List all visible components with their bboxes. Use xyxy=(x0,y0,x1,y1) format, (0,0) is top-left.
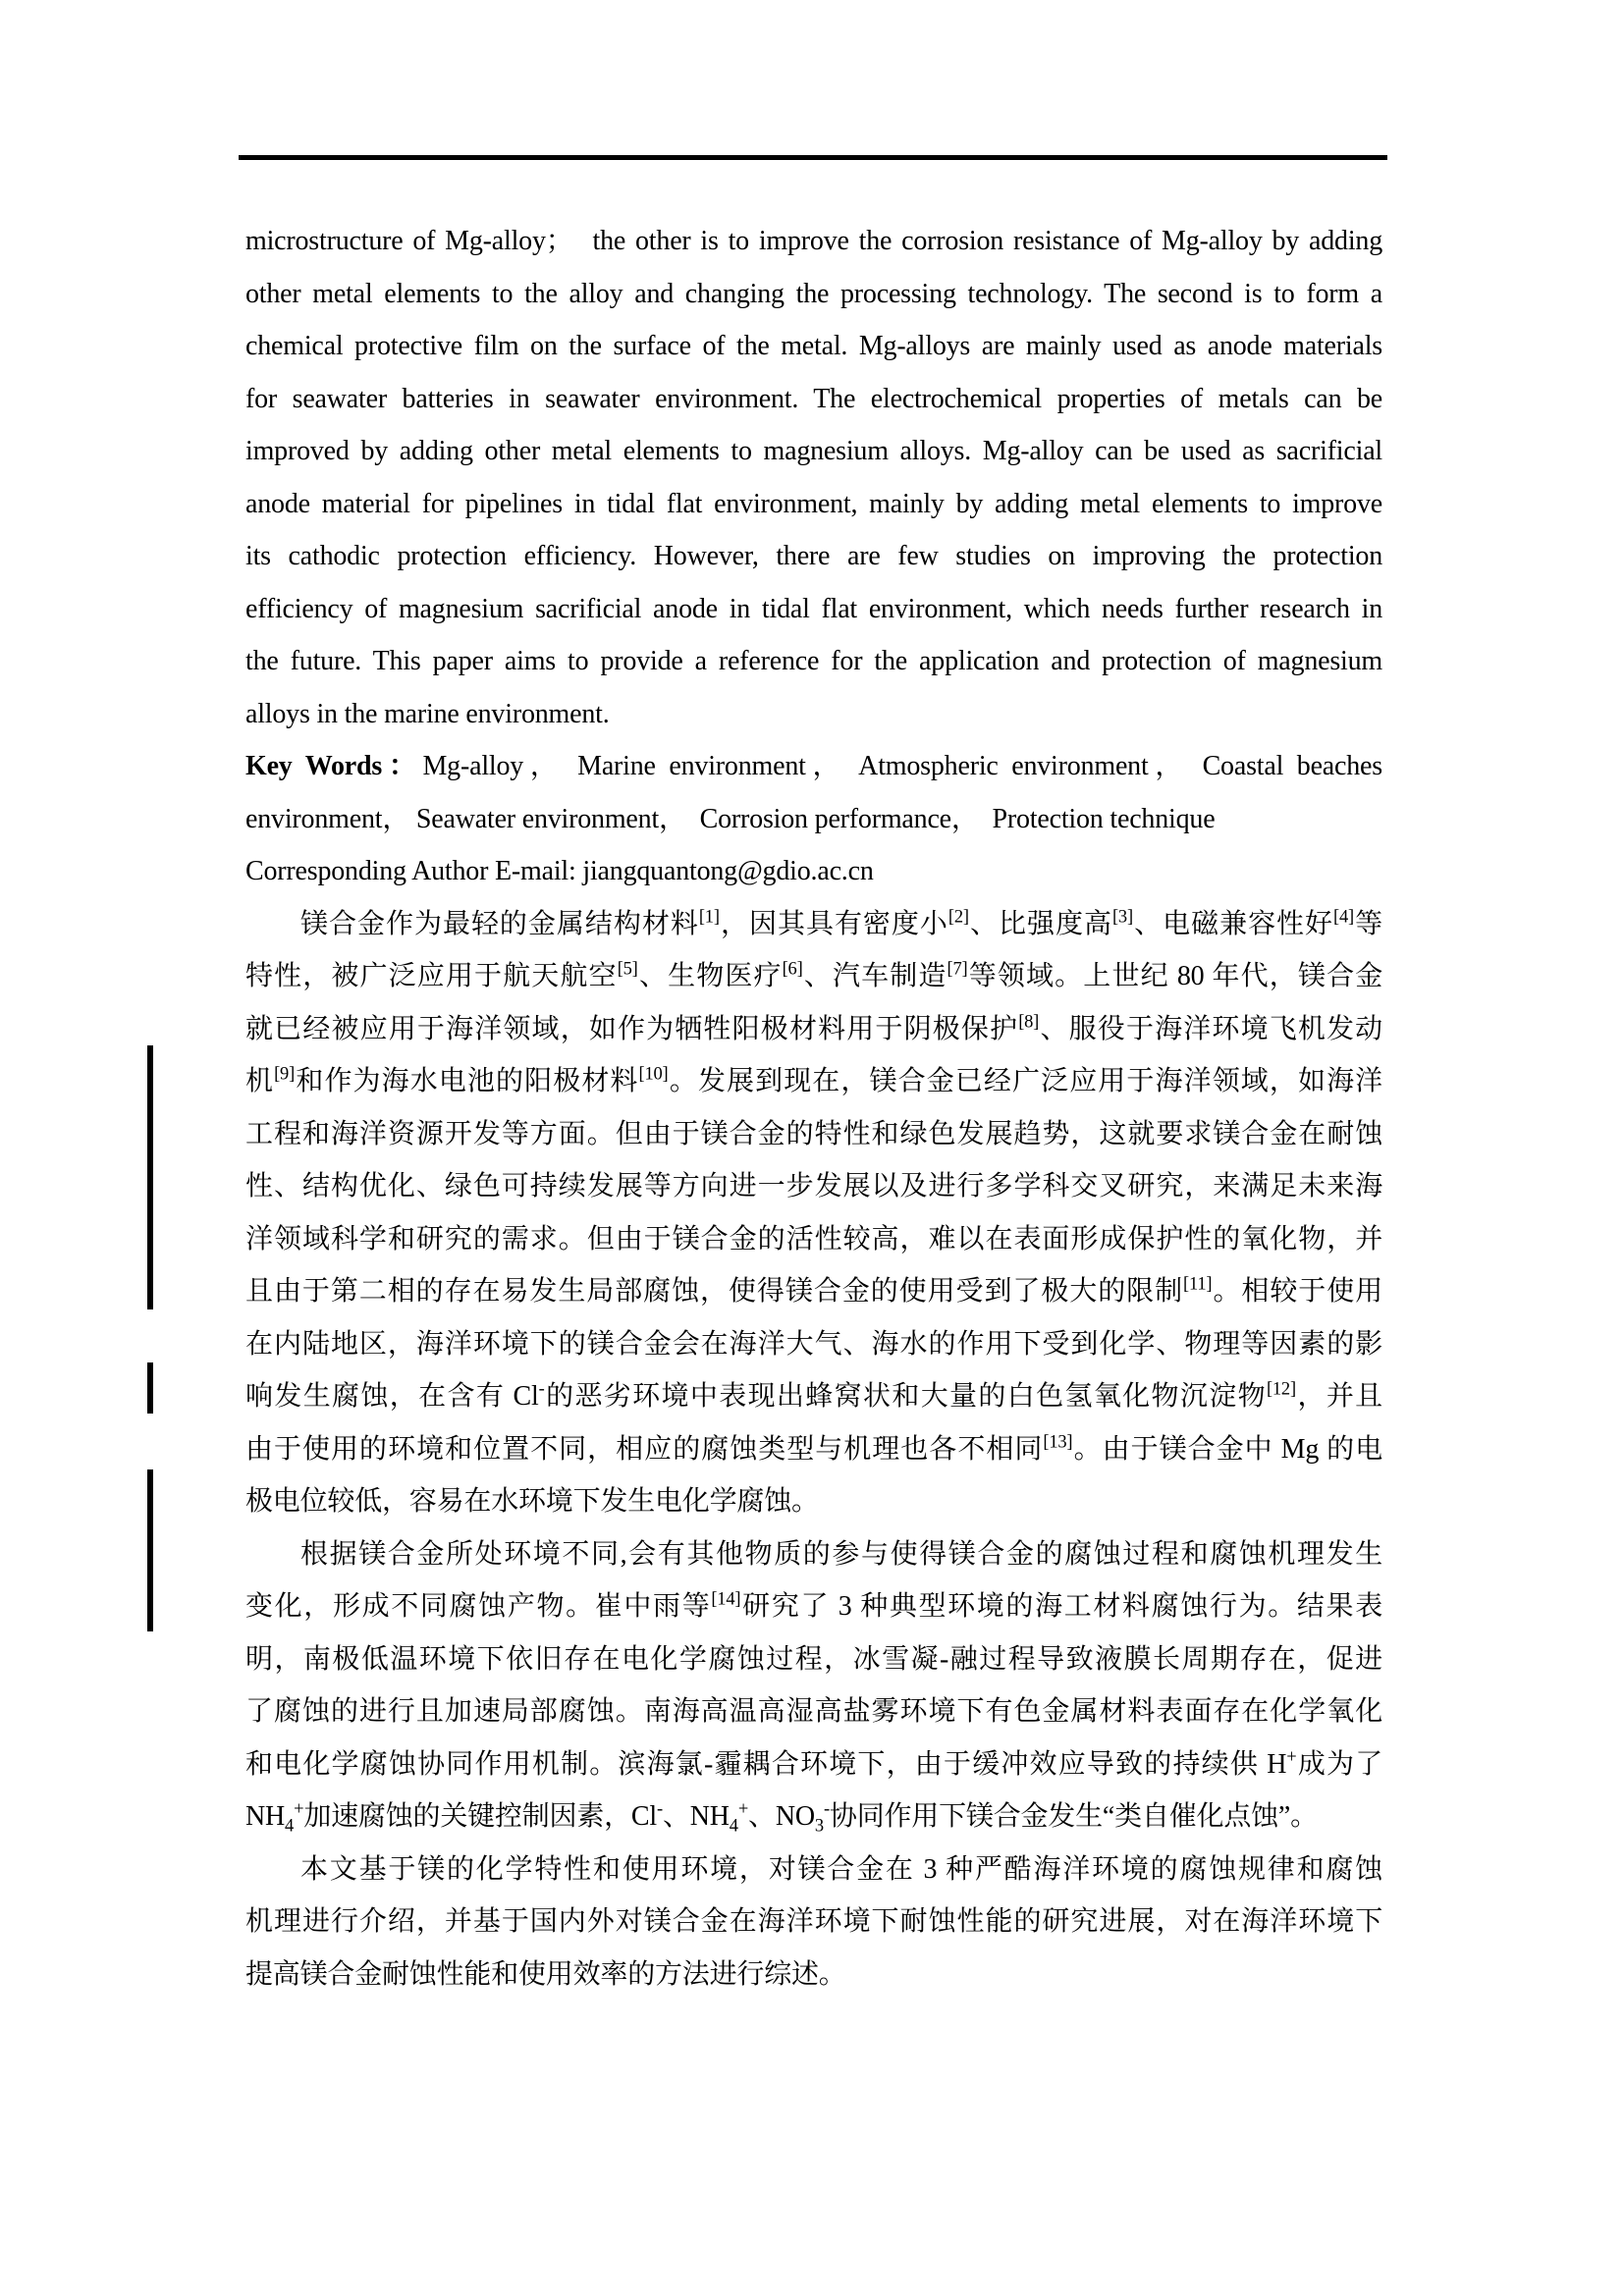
text-line: 机[9]和作为海水电池的阳极材料[10]。发展到现在，镁合金已经广泛应用于海洋领域，如海洋 xyxy=(245,1063,1382,1096)
text-line: anode material for pipelines in tidal flat environment, mainly by adding metal elements to improve xyxy=(245,488,1382,519)
text-line: 极电位较低，容易在水环境下发生电化学腐蚀。 xyxy=(245,1486,819,1517)
text-line: 就已经被应用于海洋领域，如作为牺牲阳极材料用于阴极保护[8]、服役于海洋环境飞机发动 xyxy=(245,1011,1382,1044)
cn-paragraph-3 xyxy=(245,1843,1382,2002)
text-line: 性、结构优化、绿色可持续发展等方向进一步发展以及进行多学科交叉研究，来满足未来海 xyxy=(245,1171,1382,1201)
text-line: 由于使用的环境和位置不同，相应的腐蚀类型与机理也各不相同[13]。由于镁合金中 Mg 的电 xyxy=(245,1431,1382,1465)
text-line: other metal elements to the alloy and changing the processing technology. The second is to form a xyxy=(245,278,1382,309)
header-rule xyxy=(239,155,1387,160)
text-line: microstructure of Mg-alloy； the other is to improve the corrosion resistance of Mg-alloy by adding xyxy=(245,226,1382,256)
text-line: 洋领域科学和研究的需求。但由于镁合金的活性较高，难以在表面形成保护性的氧化物，并 xyxy=(245,1223,1382,1255)
text-line: for seawater batteries in seawater environment. The electrochemical properties of metals can be xyxy=(245,383,1382,414)
text-line: 且由于第二相的存在易发生局部腐蚀，使得镁合金的使用受到了极大的限制[11]。相较于使用 xyxy=(245,1273,1382,1307)
text-line: 响发生腐蚀，在含有 Cl-的恶劣环境中表现出蜂窝状和大量的白色氢氧化物沉淀物[12]，并且 xyxy=(245,1378,1382,1412)
text-line: 和电化学腐蚀协同作用机制。滨海氯-霾耦合环境下，由于缓冲效应导致的持续供 H+成为了 xyxy=(245,1746,1382,1780)
text-line: 在内陆地区，海洋环境下的镁合金会在海洋大气、海水的作用下受到化学、物理等因素的影 xyxy=(245,1328,1382,1360)
keywords-line-1 xyxy=(245,740,1382,793)
english-abstract-paragraph xyxy=(245,215,1382,740)
keywords-block xyxy=(245,740,1382,845)
text-line: its cathodic protection efficiency. However, there are few studies on improving the protection xyxy=(245,541,1382,571)
text-line: 根据镁合金所处环境不同,会有其他物质的参与使得镁合金的腐蚀过程和腐蚀机理发生 xyxy=(300,1538,1382,1570)
revision-bar-3 xyxy=(147,1469,153,1631)
keywords-line-2: environment， Seawater environment， Corrosion performance， Protection technique xyxy=(245,803,1216,834)
text-line: efficiency of magnesium sacrificial anode in tidal flat environment, which needs further research in xyxy=(245,593,1382,624)
text-line: 机理进行介绍，并基于国内外对镁合金在海洋环境下耐蚀性能的研究进展，对在海洋环境下 xyxy=(245,1906,1382,1937)
text-line: 本文基于镁的化学特性和使用环境，对镁合金在 3 种严酷海洋环境的腐蚀规律和腐蚀 xyxy=(300,1853,1382,1885)
text-line: improved by adding other metal elements to magnesium alloys. Mg-alloy can be used as sacrificial xyxy=(245,436,1382,466)
text-line: 提高镁合金耐蚀性能和使用效率的方法进行综述。 xyxy=(245,1958,846,1990)
cn-paragraph-1 xyxy=(245,898,1382,1528)
text-line: 变化，形成不同腐蚀产物。崔中雨等[14]研究了 3 种典型环境的海工材料腐蚀行为。结果表 xyxy=(245,1588,1382,1622)
revision-bar-2 xyxy=(147,1362,153,1414)
keywords-label: Key Words： xyxy=(245,751,423,781)
text-line: 镁合金作为最轻的金属结构材料[1]，因其具有密度小[2]、比强度高[3]、电磁兼容性好[4]等 xyxy=(300,906,1382,939)
text-line: 工程和海洋资源开发等方面。但由于镁合金的特性和绿色发展趋势，这就要求镁合金在耐蚀 xyxy=(245,1118,1382,1149)
revision-bar-1 xyxy=(147,1045,153,1309)
text-line: chemical protective film on the surface of the metal. Mg-alloys are mainly used as anode materials xyxy=(245,331,1382,361)
text-line: 了腐蚀的进行且加速局部腐蚀。南海高温高湿高盐雾环境下有色金属材料表面存在化学氧化 xyxy=(245,1696,1382,1727)
text-line: $NH_4^+$加速腐蚀的关键控制因素，Cl-、$NH_4^+$、$NO_3^-$协同作用下镁合金发生“类自催化点蚀”。 xyxy=(245,1798,1318,1836)
page-content xyxy=(245,215,1382,2001)
text-line: alloys in the marine environment. xyxy=(245,698,610,729)
corresponding-email-line: Corresponding Author E-mail: jiangquantong@gdio.ac.cn xyxy=(245,856,874,886)
text-line: 特性，被广泛应用于航天航空[5]、生物医疗[6]、汽车制造[7]等领域。上世纪 80 年代，镁合金 xyxy=(245,958,1382,991)
keywords-list-part-1: Mg-alloy， Marine environment， Atmospheric environment， Coastal beaches xyxy=(422,751,1382,781)
text-line: 明，南极低温环境下依旧存在电化学腐蚀过程，冰雪凝-融过程导致液膜长周期存在，促进 xyxy=(245,1643,1382,1675)
cn-paragraph-2 xyxy=(245,1528,1382,1843)
text-line: the future. This paper aims to provide a reference for the application and protection of magnesium xyxy=(245,646,1382,676)
